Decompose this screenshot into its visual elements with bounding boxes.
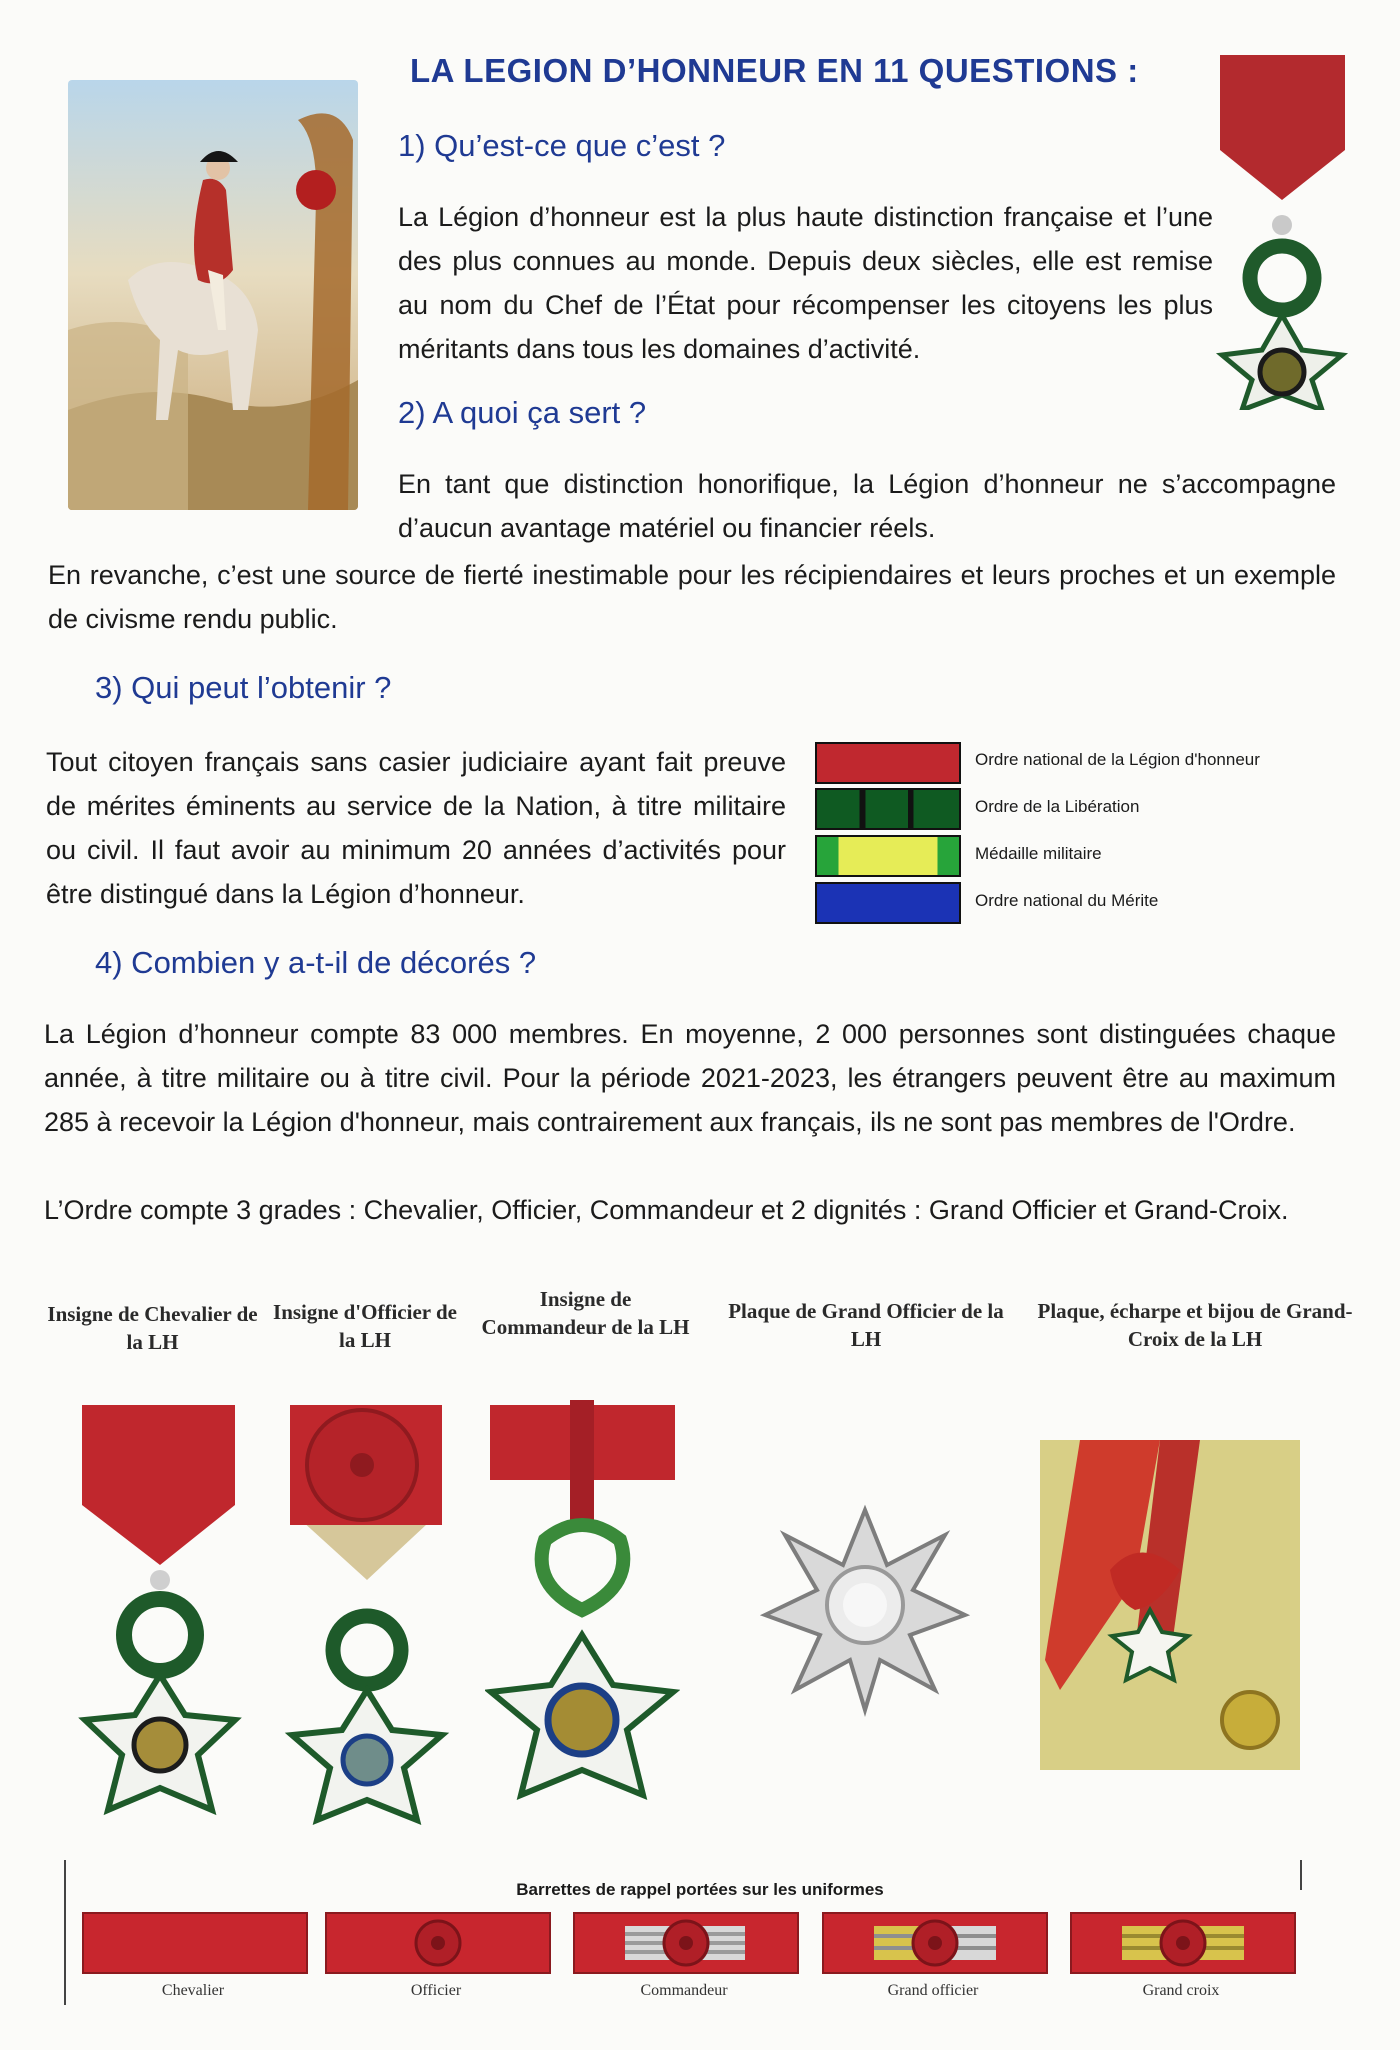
section-2-text-a: En tant que distinction honorifique, la Légion d’honneur ne s’accompagne d’aucun avantage matériel ou financier réels. — [398, 469, 1336, 543]
caption-grand-officier: Plaque de Grand Officier de la LH — [728, 1299, 1004, 1351]
medal-officier-image — [282, 1400, 452, 1840]
section-4-heading: 4) Combien y a-t-il de décorés ? — [95, 945, 537, 980]
barrette-label-chevalier: Chevalier — [161, 1982, 225, 1999]
caption-grand-croix: Plaque, écharpe et bijou de Grand-Croix de la LH — [1037, 1299, 1353, 1351]
section-3-text: Tout citoyen français sans casier judiciaire ayant fait preuve de mérites éminents au service de la Nation, à titre militaire ou civil. Il faut avoir au minimum 20 années d’activités pour être distingué dans la Légion d’honneur. — [46, 747, 786, 909]
barrette-commandeur — [573, 1912, 799, 1974]
caption-chevalier: Insigne de Chevalier de la LH — [47, 1302, 258, 1354]
barrette-grand-officier — [822, 1912, 1048, 1974]
section-1-heading: 1) Qu’est-ce que c’est ? — [398, 128, 726, 163]
napoleon-painting — [68, 80, 358, 510]
legion-honneur-medal-image — [1210, 50, 1360, 410]
legend-bar-liberation — [815, 788, 961, 830]
medal-chevalier-image — [70, 1400, 250, 1840]
legend-label-legion-honneur: Ordre national de la Légion d'honneur — [975, 750, 1260, 769]
barrettes-frame-right — [1300, 1860, 1302, 1890]
section-2-heading: 2) A quoi ça sert ? — [398, 395, 647, 430]
caption-officier: Insigne d'Officier de la LH — [273, 1300, 457, 1352]
legend-label-liberation: Ordre de la Libération — [975, 797, 1140, 816]
barrettes-title: Barrettes de rappel portées sur les uniformes — [516, 1880, 884, 1899]
legend-label-merite: Ordre national du Mérite — [975, 891, 1159, 910]
legend-bar-merite — [815, 882, 961, 924]
section-4-text-b: L’Ordre compte 3 grades : Chevalier, Officier, Commandeur et 2 dignités : Grand Officier et Grand-Croix. — [44, 1195, 1289, 1225]
barrettes-frame-left — [64, 1860, 66, 2005]
barrette-label-grand-officier: Grand officier — [887, 1982, 979, 1999]
barrette-officier — [325, 1912, 551, 1974]
barrette-chevalier — [82, 1912, 308, 1974]
medal-grand-croix-image — [1040, 1400, 1300, 1840]
barrette-grand-croix — [1070, 1912, 1296, 1974]
section-3-heading: 3) Qui peut l’obtenir ? — [95, 670, 392, 705]
section-1-text: La Légion d’honneur est la plus haute distinction française et l’une des plus connues au monde. Depuis deux siècles, elle est remise au nom du Chef de l’État pour récompenser les citoyens les plus méritants dans tous les domaines d’activité. — [398, 202, 1213, 364]
legend-label-medaille-militaire: Médaille militaire — [975, 844, 1102, 863]
medal-grand-officier-image — [755, 1400, 975, 1840]
barrette-label-grand-croix: Grand croix — [1142, 1982, 1220, 1999]
caption-commandeur: Insigne de Commandeur de la LH — [481, 1287, 690, 1339]
barrette-label-officier: Officier — [410, 1982, 462, 1999]
page-title: LA LEGION D’HONNEUR EN 11 QUESTIONS : — [410, 52, 1139, 89]
medal-commandeur-image — [485, 1400, 680, 1840]
section-2-text-b: En revanche, c’est une source de fierté inestimable pour les récipiendaires et leurs proches et un exemple de civisme rendu public. — [48, 560, 1336, 634]
legend-bar-medaille-militaire — [815, 835, 961, 877]
section-4-text-a: La Légion d’honneur compte 83 000 membres. En moyenne, 2 000 personnes sont distinguées chaque année, à titre militaire ou à titre civil. Pour la période 2021-2023, les étrangers peuvent être au maximum 285 à recevoir la Légion d'honneur, mais contrairement aux français, ils ne sont pas membres de l'Ordre. — [44, 1019, 1336, 1137]
barrette-label-commandeur: Commandeur — [640, 1982, 728, 1999]
legend-bar-legion-honneur — [815, 742, 961, 784]
